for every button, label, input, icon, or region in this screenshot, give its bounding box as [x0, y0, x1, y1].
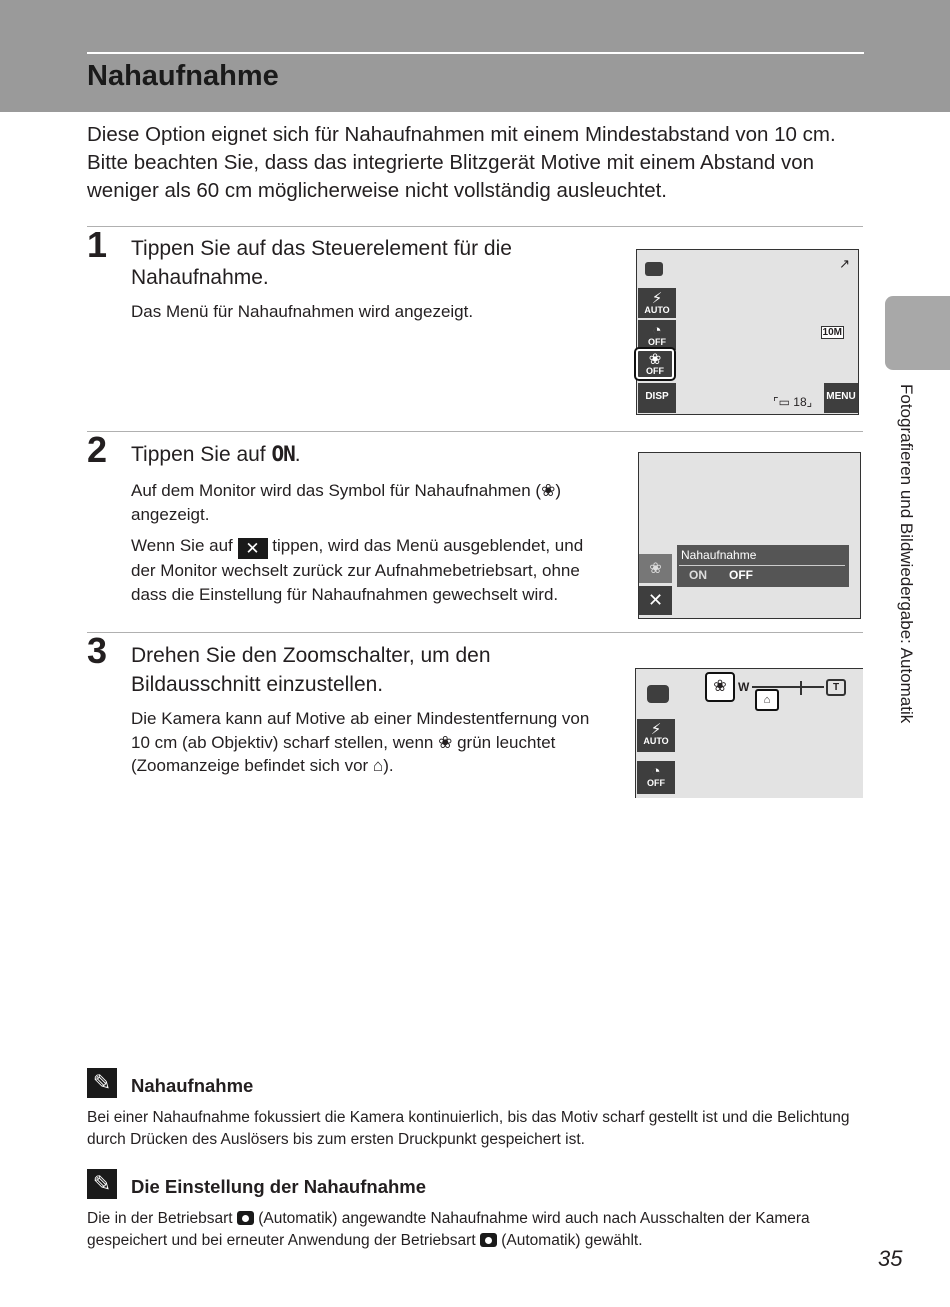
camera-icon: [645, 262, 663, 276]
tulip-icon: ❀: [713, 678, 727, 695]
camera-screen-zoom: [635, 668, 863, 798]
macro-zoom-icon: ⌂: [755, 689, 779, 711]
macro-zoom-icon: ⌂: [372, 756, 384, 775]
camera-screen-macro-menu: [638, 452, 861, 619]
self-timer-control[interactable]: ◔ OFF: [637, 761, 675, 794]
note-title: Nahaufnahme: [131, 1075, 254, 1096]
close-icon: ✕: [238, 538, 268, 559]
note-body: Die in der Betriebsart (Automatik) angewandte Nahaufnahme wird auch nach Ausschalten der Kamera gespeichert und bei erneuter Anwendung der Betriebsart (Automatik) gewählt.: [87, 1210, 810, 1249]
on-icon: ON: [271, 442, 295, 466]
section-tab: [885, 296, 950, 370]
menu-button[interactable]: MENU: [824, 383, 858, 413]
tulip-icon: ❀: [648, 351, 662, 368]
camera-icon: [237, 1211, 254, 1225]
section-label: Fotografieren und Bildwiedergabe: Automatik: [897, 384, 916, 724]
disp-button[interactable]: DISP: [638, 383, 676, 413]
zoom-wide-label: W: [738, 680, 750, 694]
intro-paragraph: Diese Option eignet sich für Nahaufnahmen mit einem Mindestabstand von 10 cm. Bitte beachten Sie, dass das integrierte Blitzgerät Motive mit einem Abstand von weniger als 60 cm möglicherweise nicht vollständig ausleuchtet.: [87, 123, 836, 202]
menu-divider: [679, 565, 845, 566]
macro-control[interactable]: ❀ OFF: [634, 347, 676, 381]
page-title: Nahaufnahme: [87, 60, 279, 92]
step-divider: [87, 431, 863, 432]
pencil-icon: ✎: [87, 1068, 117, 1098]
step-number: 2: [87, 429, 108, 470]
step-divider: [87, 226, 863, 227]
note-body: Bei einer Nahaufnahme fokussiert die Kamera kontinuierlich, bis das Motiv scharf gestellt ist und die Belichtung durch Drücken des Auslösers bis zum ersten Druckpunkt gespeichert ist.: [87, 1109, 850, 1148]
step-body: Das Menü für Nahaufnahmen wird angezeigt.: [131, 302, 474, 321]
close-button[interactable]: [639, 586, 672, 615]
step-title: Tippen Sie auf ON.: [131, 442, 301, 466]
pencil-icon: ✎: [87, 1169, 117, 1199]
self-timer-icon: ◔: [651, 763, 661, 780]
macro-menu-panel: [677, 545, 849, 587]
tulip-icon: ❀: [438, 732, 453, 752]
option-off[interactable]: OFF: [729, 568, 753, 582]
zoom-bar: [752, 686, 824, 688]
camera-icon: [647, 685, 669, 703]
tulip-icon: ❀: [649, 560, 662, 577]
step-body: Auf dem Monitor wird das Symbol für Nahaufnahmen (❀) angezeigt. Wenn Sie auf ✕ tippen, wird das Menü ausgeblendet, und der Monitor wechselt zurück zur Aufnahmebetriebsart, ohne dass die Einstellung für Nahaufnahmen gewechselt wird.: [131, 481, 584, 604]
camera-icon: [480, 1233, 497, 1247]
note-title: Die Einstellung der Nahaufnahme: [131, 1176, 427, 1197]
frames-remaining: ⌜▭ 18⌟: [773, 395, 813, 409]
step-divider: [87, 632, 863, 633]
zoom-tele-label: T: [826, 679, 846, 696]
macro-status-icon: [639, 554, 672, 583]
header-rule: [87, 52, 864, 54]
macro-indicator: [705, 672, 735, 702]
self-timer-control[interactable]: ◔ OFF: [638, 320, 676, 350]
zoom-tick: [800, 681, 802, 695]
step-number: 1: [87, 224, 108, 265]
step-number: 3: [87, 630, 108, 671]
camera-screen-menu: [636, 249, 859, 415]
close-icon: ✕: [647, 590, 664, 610]
flash-icon: ⚡: [650, 721, 662, 738]
image-mode-icon: 10M: [822, 327, 842, 338]
page-number: 35: [878, 1246, 903, 1271]
step-body: Die Kamera kann auf Motive ab einer Mindestentfernung von 10 cm (ab Objektiv) scharf stellen, wenn ❀ grün leuchtet (Zoomanzeige befindet sich vor ⌂).: [131, 709, 590, 775]
step-title: Tippen Sie auf das Steuerelement für die Nahaufnahme.: [131, 237, 512, 289]
tulip-icon: ❀: [541, 481, 556, 500]
flash-mode-control[interactable]: ⚡ AUTO: [637, 719, 675, 752]
step-title: Drehen Sie den Zoomschalter, um den Bildausschnitt einzustellen.: [131, 644, 491, 696]
header-band: [0, 0, 950, 112]
option-on[interactable]: ON: [689, 568, 707, 582]
self-timer-icon: ◔: [652, 322, 662, 339]
flash-mode-control[interactable]: ⚡ AUTO: [638, 288, 676, 318]
vibration-icon: ↗: [839, 256, 850, 271]
flash-icon: ⚡: [651, 290, 663, 307]
macro-menu-title: Nahaufnahme: [681, 548, 757, 562]
